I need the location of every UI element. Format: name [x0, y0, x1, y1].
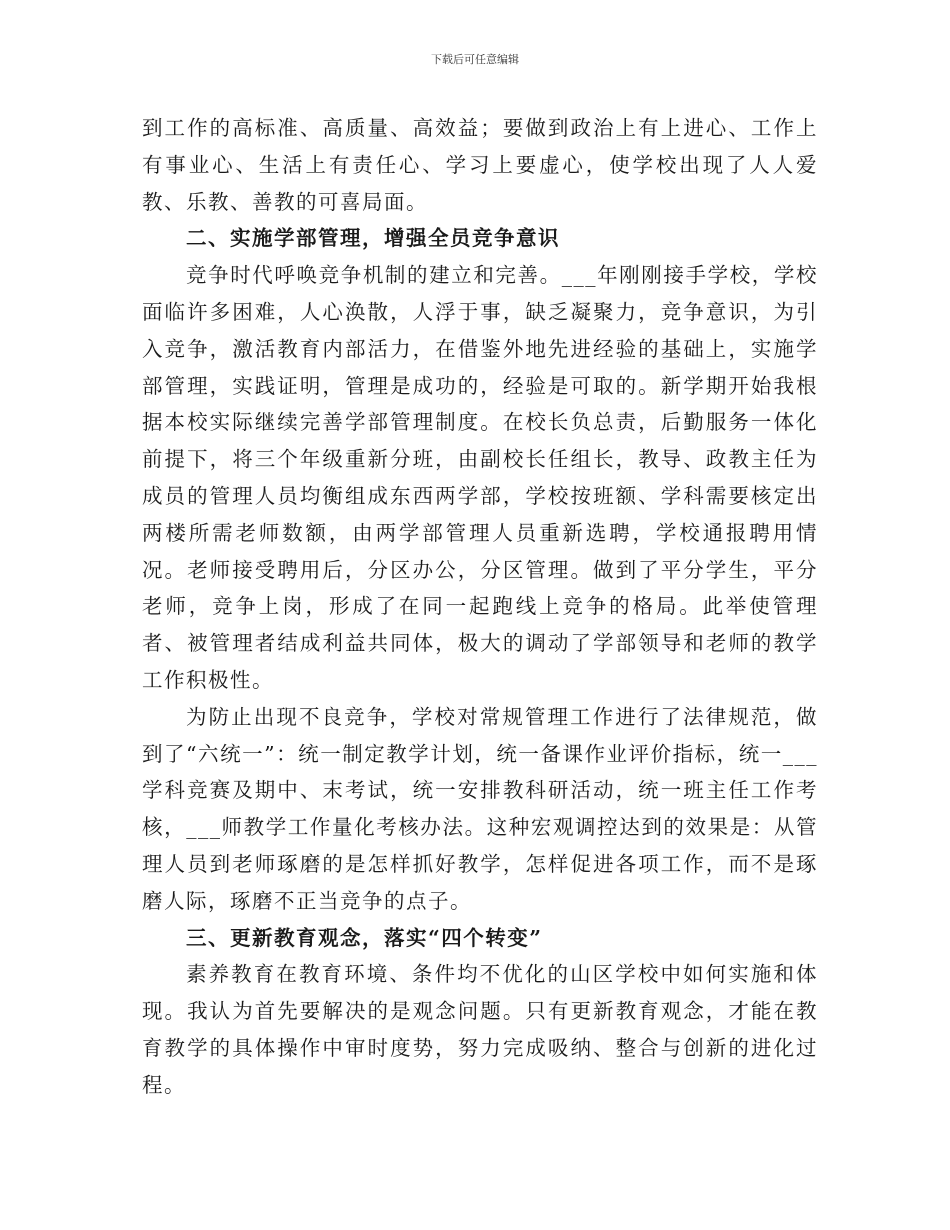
- paragraph-education-concept: 素养教育在教育环境、条件均不优化的山区学校中如何实施和体现。我认为首先要解决的是观念问题。只有更新教育观念，才能在教育教学的具体操作中审时度势，努力完成吸纳、整合与创新的进化过程。: [142, 962, 818, 1097]
- section-heading-3: 三、更新教育观念，落实“四个转变”: [186, 925, 543, 950]
- paragraph-competition: 竞争时代呼唤竞争机制的建立和完善。___年刚刚接手学校，学校面临许多困难，人心涣散，人浮于事，缺乏凝聚力，竞争意识，为引入竞争，激活教育内部活力，在借鉴外地先进经验的基础上，实施学部管理，实践证明，管理是成功的，经验是可取的。新学期开始我根据本校实际继续完善学部管理制度。在校长负总责，后勤服务一体化前提下，将三个年级重新分班，由副校长任组长，教导、政教主任为成员的管理人员均衡组成东西两学部，学校按班额、学科需要核定出两楼所需老师数额，由两学部管理人员重新选聘，学校通报聘用情况。老师接受聘用后，分区办公，分区管理。做到了平分学生，平分老师，竞争上岗，形成了在同一起跑线上竞争的格局。此举使管理者、被管理者结成利益共同体，极大的调动了学部领导和老师的教学工作积极性。: [142, 263, 818, 692]
- section-heading-2: 二、实施学部管理，增强全员竞争意识: [186, 226, 560, 251]
- document-body: [142, 110, 818, 1104]
- paragraph-continued: 到工作的高标准、高质量、高效益；要做到政治上有上进心、工作上有事业心、生活上有责任心、学习上要虚心，使学校出现了人人爱教、乐教、善教的可喜局面。: [142, 116, 818, 214]
- paragraph-regulation: 为防止出现不良竞争，学校对常规管理工作进行了法律规范，做到了“六统一”：统一制定教学计划，统一备课作业评价指标，统一___学科竞赛及期中、末考试，统一安排教科研活动，统一班主任工作考核，___师教学工作量化考核办法。这种宏观调控达到的效果是：从管理人员到老师琢磨的是怎样抓好教学，怎样促进各项工作，而不是琢磨人际，琢磨不正当竞争的点子。: [142, 704, 818, 913]
- page-header: 下载后可任意编辑: [431, 53, 519, 66]
